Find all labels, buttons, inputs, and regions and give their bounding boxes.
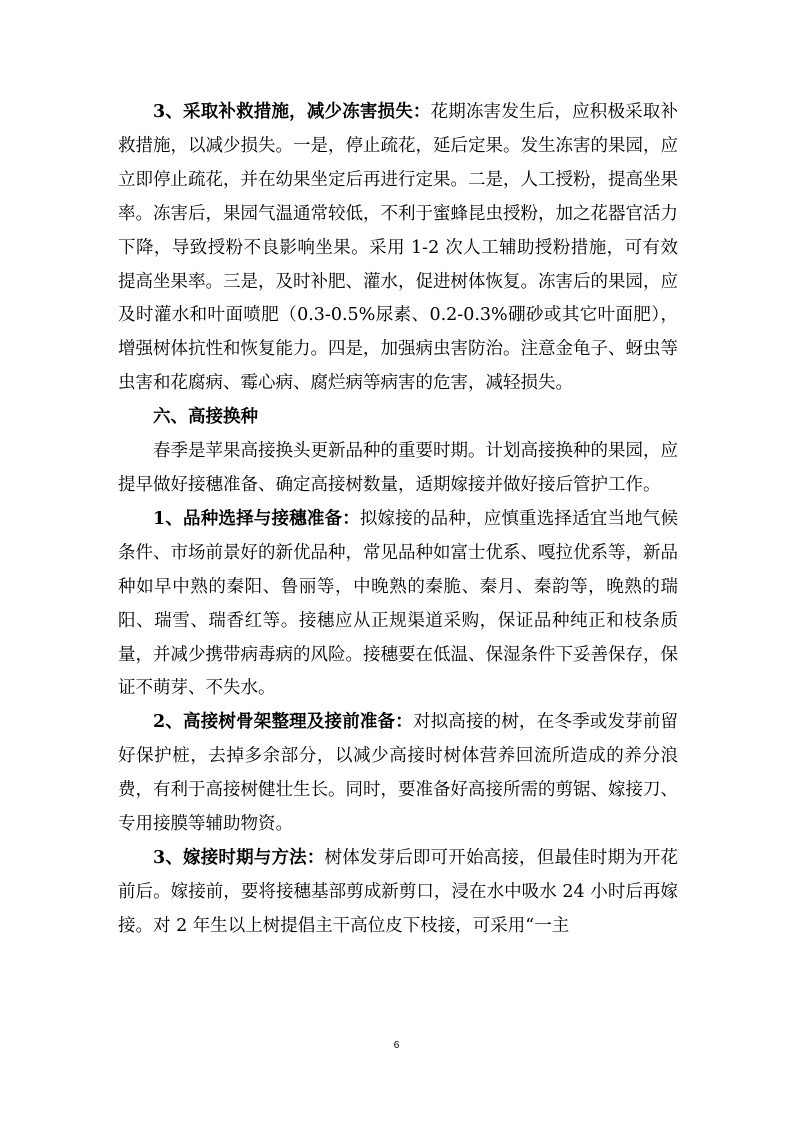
paragraph-lead: 1、品种选择与接穗准备： [153,508,360,529]
paragraph-text: 对拟高接的树，在冬季或发芽前留好保护桩，去掉多余部分，以减少高接时树体营养回流所造成的养分浪费，有利于高接树健壮生长。同时，要准备好高接所需的剪锯、嫁接刀、专用接膜等辅助物资。 [118,712,679,835]
paragraph-grafting-timing [118,842,678,944]
paragraph-framework-prep [118,706,678,842]
paragraph-lead: 2、高接树骨架整理及接前准备： [153,712,413,733]
paragraph-lead: 3、采取补救措施，减少冻害损失： [153,102,431,122]
paragraph-intro [118,435,678,503]
section-heading: 六、高接换种 [153,407,258,428]
paragraph-text: 树体发芽后即可开始高接，但最佳时期为开花前后。嫁接前，要将接穗基部剪成新剪口，浸在水中吸水 24 小时后再嫁接。对 2 年生以上树提倡主干高位皮下枝接，可采用“一主 [118,847,678,936]
paragraph-variety-selection [118,503,678,706]
paragraph-remedial-measures [118,96,678,401]
paragraph-text: 春季是苹果高接换头更新品种的重要时期。计划高接换种的果园，应提早做好接穗准备、确定高接树数量，适期嫁接并做好接后管护工作。 [118,441,678,495]
paragraph-text: 拟嫁接的品种，应慎重选择适宜当地气候条件、市场前景好的新优品种，常见品种如富士优系、嘎拉优系等，新品种如早中熟的秦阳、鲁丽等，中晚熟的秦脆、秦月、秦韵等，晚熟的瑞阳、瑞雪、瑞香红等。接穗应从正规渠道采购，保证品种纯正和枝条质量，并减少携带病毒病的风险。接穗要在低温、保湿条件下妥善保存，保证不萌芽、不失水。 [118,508,678,699]
paragraph-text: 花期冻害发生后，应积极采取补救措施，以减少损失。一是，停止疏花，延后定果。发生冻害的果园，应立即停止疏花，并在幼果坐定后再进行定果。二是，人工授粉，提高坐果率。冻害后，果园气温通常较低，不利于蜜蜂昆虫授粉，加之花器官活力下降，导致授粉不良影响坐果。采用 1-2 次人工辅助授粉措施，可有效提高坐果率。三是，及时补肥、灌水，促进树体恢复。冻害后的果园，应及时灌水和叶面喷肥（0.3-0.5%尿素、0.2-0.3%硼砂或其它叶面肥），增强树体抗性和恢复能力。四是，加强病虫害防治。注意金龟子、蚜虫等虫害和花腐病、霉心病、腐烂病等病害的危害，减轻损失。 [118,102,678,394]
paragraph-lead: 3、嫁接时期与方法： [153,847,325,868]
page-number: 6 [393,1040,400,1051]
document-body [118,96,678,944]
